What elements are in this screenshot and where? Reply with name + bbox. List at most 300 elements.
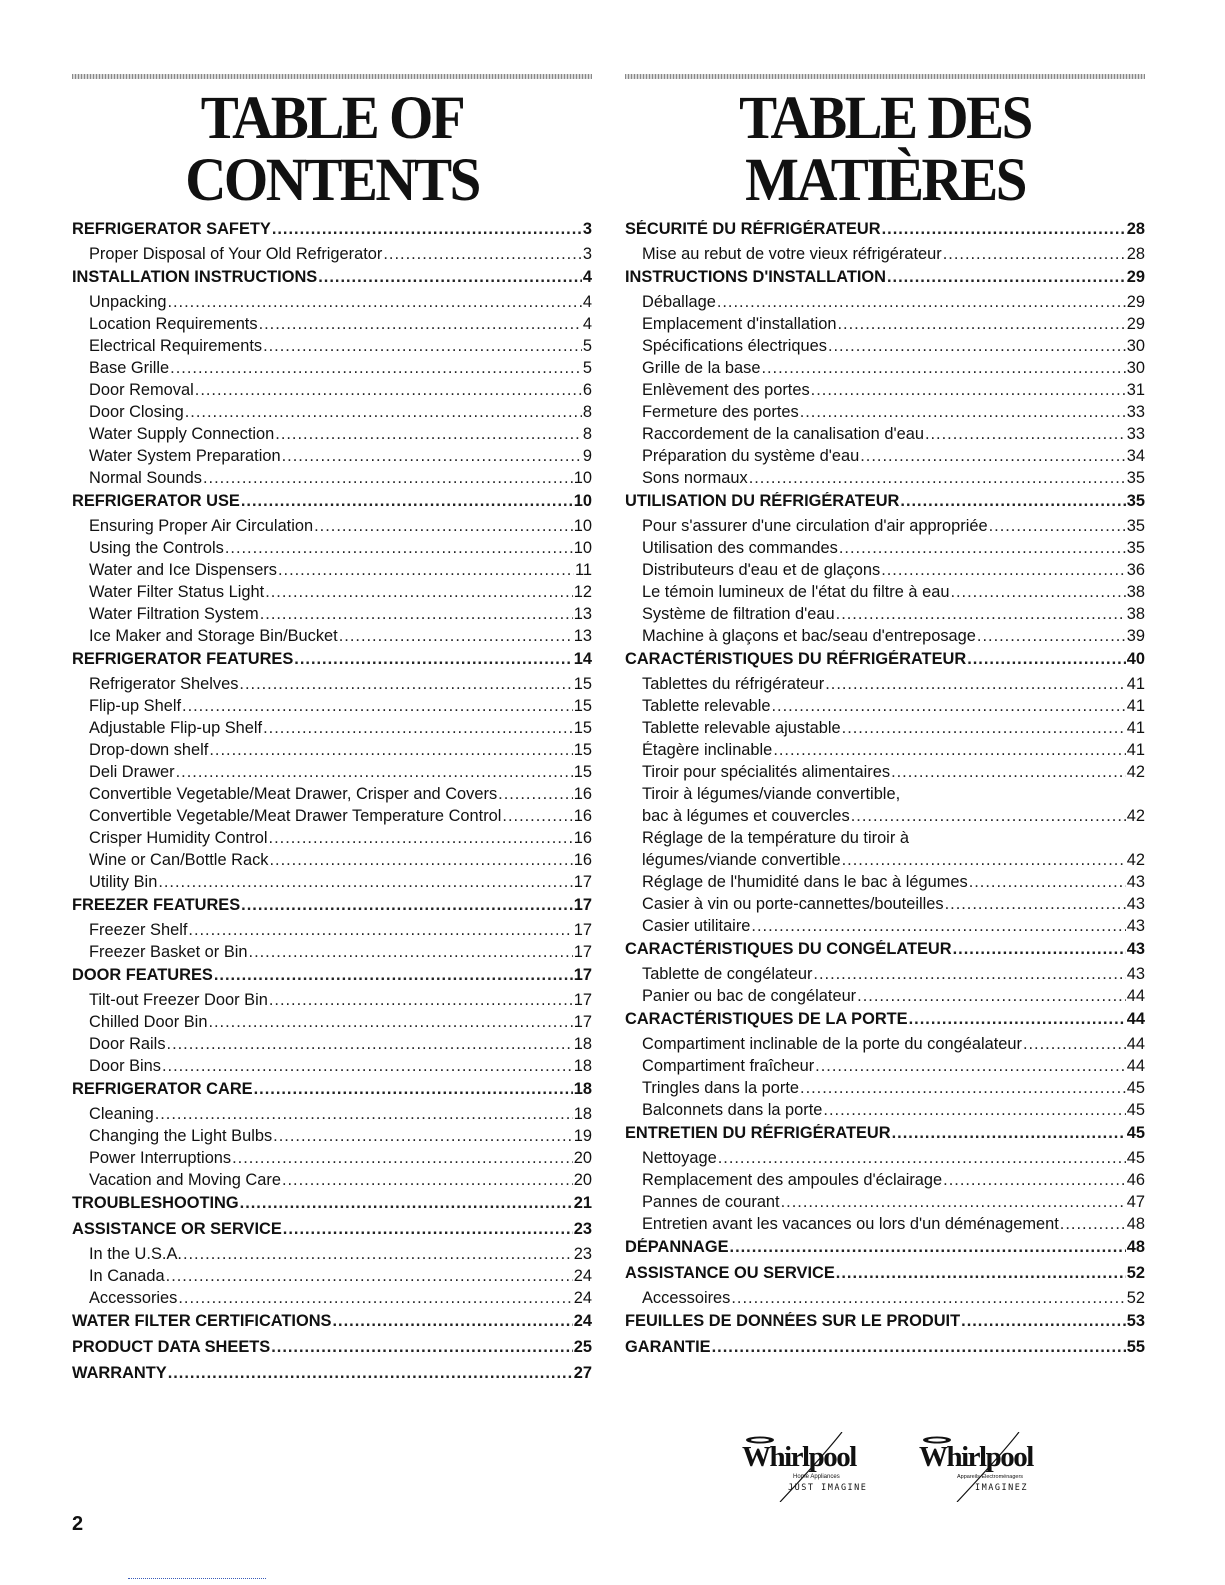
toc-entry-title: Remplacement des ampoules d'éclairage	[642, 1171, 943, 1189]
toc-entry-title: Ice Maker and Storage Bin/Bucket	[89, 627, 338, 645]
dot-leader	[961, 1312, 1126, 1331]
toc-entry-page: 41	[1126, 675, 1145, 693]
dot-leader	[269, 991, 573, 1010]
toc-entry-page: 3	[582, 220, 592, 238]
toc-entry-title: Wine or Can/Bottle Rack	[89, 851, 269, 869]
dot-leader	[842, 851, 1126, 870]
toc-entry-page: 35	[1126, 469, 1145, 487]
toc-entry-page: 42	[1126, 851, 1145, 869]
dot-leader	[909, 1010, 1126, 1029]
dot-leader	[272, 220, 582, 239]
dot-leader	[502, 807, 572, 826]
dot-leader	[891, 763, 1126, 782]
toc-entry-page: 43	[1126, 965, 1145, 983]
toc-subsection-entry	[625, 719, 1145, 741]
toc-entry-page: 33	[1126, 403, 1145, 421]
toc-entry-title: Nettoyage	[642, 1149, 717, 1167]
toc-entry-page: 30	[1126, 359, 1145, 377]
toc-entry-title: Compartiment inclinable de la porte du congéalateur	[642, 1035, 1022, 1053]
toc-entry-title: Refrigerator Shelves	[89, 675, 239, 693]
logo-tagline: IMAGINEZ	[975, 1483, 1028, 1493]
toc-entry-title: Utilisation des commandes	[642, 539, 838, 557]
dot-leader	[731, 1289, 1125, 1308]
toc-entry-title: Grille de la base	[642, 359, 761, 377]
dot-leader	[892, 1124, 1126, 1143]
toc-subsection-entry	[625, 1171, 1145, 1193]
dot-leader	[751, 917, 1125, 936]
toc-entry-title: FREEZER FEATURES	[72, 896, 241, 914]
toc-entry-page: 15	[573, 697, 592, 715]
toc-entry-page: 23	[573, 1245, 592, 1263]
dot-leader	[989, 517, 1126, 536]
toc-entry-page: 43	[1126, 917, 1145, 935]
toc-subsection-entry	[625, 403, 1145, 425]
toc-entry-title: Tablettes du réfrigérateur	[642, 675, 825, 693]
toc-section-entry	[72, 1312, 592, 1337]
toc-list	[625, 220, 1145, 1363]
toc-subsection-entry	[625, 539, 1145, 561]
toc-section-entry	[625, 492, 1145, 517]
toc-entry-title: Deli Drawer	[89, 763, 175, 781]
toc-entry-title: In the U.S.A.	[89, 1245, 182, 1263]
dot-leader	[241, 896, 573, 915]
toc-entry-page: 27	[573, 1364, 592, 1382]
toc-entry-page: 17	[573, 896, 592, 914]
toc-entry-page: 17	[573, 991, 592, 1009]
toc-entry-page: 20	[573, 1171, 592, 1189]
dot-leader	[232, 1149, 573, 1168]
dot-leader	[749, 469, 1126, 488]
dot-leader	[761, 359, 1125, 378]
toc-entry-title: WATER FILTER CERTIFICATIONS	[72, 1312, 332, 1330]
dot-leader	[167, 293, 581, 312]
toc-entry-page: 23	[573, 1220, 592, 1238]
dot-leader	[882, 220, 1126, 239]
dot-leader	[712, 1338, 1126, 1357]
toc-subsection-entry	[625, 851, 1145, 873]
toc-entry-page: 35	[1126, 517, 1145, 535]
toc-section-entry	[625, 1010, 1145, 1035]
toc-entry-title: Door Rails	[89, 1035, 166, 1053]
dot-leader	[825, 675, 1126, 694]
toc-entry-title: ASSISTANCE OR SERVICE	[72, 1220, 282, 1238]
toc-entry-page: 24	[573, 1289, 592, 1307]
toc-entry-page: 44	[1126, 1057, 1145, 1075]
toc-subsection-entry	[72, 403, 592, 425]
toc-entry-page: 5	[582, 337, 592, 355]
toc-subsection-entry	[625, 381, 1145, 403]
toc-entry-page: 40	[1126, 650, 1145, 668]
toc-subsection-entry	[625, 763, 1145, 785]
toc-entry-page: 18	[573, 1035, 592, 1053]
toc-subsection-entry	[625, 447, 1145, 469]
toc-subsection-entry	[625, 675, 1145, 697]
dot-leader	[943, 245, 1126, 264]
toc-entry-title: PRODUCT DATA SHEETS	[72, 1338, 271, 1356]
toc-entry-title: Tablette de congélateur	[642, 965, 813, 983]
toc-entry-title: Freezer Shelf	[89, 921, 188, 939]
toc-subsection-entry	[72, 1127, 592, 1149]
dot-leader	[166, 1267, 573, 1286]
toc-entry-title: INSTRUCTIONS D'INSTALLATION	[625, 268, 886, 286]
toc-section-entry	[72, 966, 592, 991]
toc-entry-title: Déballage	[642, 293, 716, 311]
dot-leader	[953, 940, 1126, 959]
toc-subsection-entry	[72, 359, 592, 381]
toc-entry-page: 20	[573, 1149, 592, 1167]
toc-entry-title: INSTALLATION INSTRUCTIONS	[72, 268, 318, 286]
dot-leader	[718, 1149, 1126, 1168]
toc-subsection-entry	[625, 965, 1145, 987]
toc-entry-page: 45	[1126, 1079, 1145, 1097]
toc-subsection-entry	[72, 873, 592, 895]
toc-entry-title: Fermeture des portes	[642, 403, 799, 421]
toc-entry-title: Water Filter Status Light	[89, 583, 265, 601]
toc-entry-page: 44	[1126, 1035, 1145, 1053]
toc-entry-page: 15	[573, 763, 592, 781]
toc-entry-title: Door Closing	[89, 403, 184, 421]
toc-subsection-entry	[625, 425, 1145, 447]
toc-entry-page: 18	[573, 1080, 592, 1098]
dot-leader	[283, 1220, 573, 1239]
toc-entry-page: 29	[1126, 293, 1145, 311]
dot-leader	[214, 966, 573, 985]
logo-brand: Whirlpool	[742, 1441, 856, 1473]
toc-subsection-entry	[625, 469, 1145, 491]
toc-subsection-entry	[72, 829, 592, 851]
toc-subsection-entry	[72, 315, 592, 337]
toc-section-entry	[72, 492, 592, 517]
toc-subsection-entry	[625, 293, 1145, 315]
toc-entry-title: Pannes de courant	[642, 1193, 780, 1211]
toc-section-entry	[72, 1194, 592, 1219]
dot-leader	[781, 1193, 1126, 1212]
toc-entry-title: Préparation du système d'eau	[642, 447, 860, 465]
dot-leader	[836, 1264, 1126, 1283]
toc-entry-page: 19	[573, 1127, 592, 1145]
toc-entry-title: Tiroir pour spécialités alimentaires	[642, 763, 891, 781]
toc-subsection-entry	[72, 851, 592, 873]
dot-leader	[158, 873, 572, 892]
toc-entry-title: Accessories	[89, 1289, 178, 1307]
toc-entry-page: 28	[1126, 245, 1145, 263]
dot-leader	[265, 583, 573, 602]
toc-entry-page: 42	[1126, 807, 1145, 825]
toc-entry-page: 8	[582, 403, 592, 421]
toc-entry-title: SÉCURITÉ DU RÉFRIGÉRATEUR	[625, 220, 881, 238]
toc-subsection-entry	[625, 1101, 1145, 1123]
toc-entry-page: 39	[1126, 627, 1145, 645]
toc-subsection-entry	[72, 675, 592, 697]
dot-leader	[170, 359, 582, 378]
dot-leader	[282, 447, 582, 466]
toc-entry-title: In Canada	[89, 1267, 165, 1285]
toc-subsection-entry	[72, 1289, 592, 1311]
toc-subsection-entry	[72, 469, 592, 491]
dot-leader	[260, 605, 573, 624]
toc-entry-page: 5	[582, 359, 592, 377]
toc-entry-page: 4	[582, 293, 592, 311]
dot-leader	[925, 425, 1126, 444]
toc-entry-title: REFRIGERATOR FEATURES	[72, 650, 294, 668]
dot-leader	[282, 1171, 573, 1190]
toc-entry-page: 15	[573, 675, 592, 693]
toc-entry-title: GARANTIE	[625, 1338, 711, 1356]
toc-section-entry	[625, 1124, 1145, 1149]
toc-entry-page: 28	[1126, 220, 1145, 238]
toc-entry-page: 10	[573, 517, 592, 535]
toc-entry-page: 6	[582, 381, 592, 399]
toc-entry-title: Water Filtration System	[89, 605, 259, 623]
dot-leader	[162, 1057, 573, 1076]
toc-subsection-entry	[72, 1171, 592, 1193]
dot-leader	[240, 1194, 573, 1213]
toc-entry-page: 44	[1126, 1010, 1145, 1028]
dot-leader	[278, 561, 574, 580]
toc-subsection-entry	[72, 785, 592, 807]
dot-leader	[225, 539, 573, 558]
toc-entry-page: 34	[1126, 447, 1145, 465]
toc-subsection-entry	[72, 1013, 592, 1035]
toc-entry-title: Casier utilitaire	[642, 917, 751, 935]
toc-subsection-entry	[72, 741, 592, 763]
toc-entry-page: 43	[1126, 873, 1145, 891]
dot-leader	[269, 851, 572, 870]
toc-section-entry	[625, 220, 1145, 245]
toc-entry-title: Entretien avant les vacances ou lors d'un déménagement	[642, 1215, 1059, 1233]
toc-heading: TABLE OF CONTENTS	[185, 84, 479, 214]
toc-section-entry	[72, 268, 592, 293]
dot-leader	[271, 1338, 573, 1357]
top-rule	[72, 74, 592, 79]
toc-entry-page: 8	[582, 425, 592, 443]
dot-leader	[857, 987, 1126, 1006]
toc-entry-page: 45	[1126, 1101, 1145, 1119]
toc-entry-title: Ensuring Proper Air Circulation	[89, 517, 314, 535]
dot-leader	[851, 807, 1126, 826]
toc-entry-page: 16	[573, 785, 592, 803]
dot-leader	[339, 627, 573, 646]
toc-entry-page: 38	[1126, 583, 1145, 601]
toc-subsection-entry	[625, 315, 1145, 337]
toc-entry-page: 53	[1126, 1312, 1145, 1330]
toc-entry-title: Tablette relevable ajustable	[642, 719, 841, 737]
toc-entry-title: ENTRETIEN DU RÉFRIGÉRATEUR	[625, 1124, 891, 1142]
toc-entry-page: 17	[573, 943, 592, 961]
toc-subsection-entry	[72, 991, 592, 1013]
dot-leader	[842, 719, 1126, 738]
toc-subsection-entry	[72, 539, 592, 561]
toc-entry-title: DOOR FEATURES	[72, 966, 213, 984]
dot-leader	[837, 315, 1125, 334]
toc-french-column	[625, 74, 1145, 1363]
dot-leader	[773, 741, 1125, 760]
toc-subsection-entry	[625, 873, 1145, 895]
dot-leader	[800, 403, 1126, 422]
dot-leader	[318, 268, 582, 287]
dot-leader	[155, 1105, 573, 1124]
dot-leader	[167, 1035, 573, 1054]
toc-subsection-entry	[625, 895, 1145, 917]
dot-leader	[717, 293, 1126, 312]
toc-entry-title: Cleaning	[89, 1105, 154, 1123]
toc-subsection-entry	[72, 517, 592, 539]
toc-entry-page: 42	[1126, 763, 1145, 781]
toc-entry-page: 18	[573, 1105, 592, 1123]
dot-leader	[730, 1238, 1126, 1257]
toc-section-entry	[625, 1264, 1145, 1289]
toc-entry-title: Power Interruptions	[89, 1149, 232, 1167]
toc-subsection-entry	[625, 917, 1145, 939]
toc-entry-title: Water System Preparation	[89, 447, 281, 465]
dot-leader	[771, 697, 1125, 716]
toc-entry-title: Enlèvement des portes	[642, 381, 810, 399]
dot-leader	[977, 627, 1126, 646]
toc-entry-title: WARRANTY	[72, 1364, 167, 1382]
toc-subsection-entry	[72, 1267, 592, 1289]
toc-subsection-entry	[625, 517, 1145, 539]
toc-entry-title: Casier à vin ou porte-cannettes/bouteilles	[642, 895, 944, 913]
page-number: 2	[72, 1513, 84, 1535]
dot-leader	[950, 583, 1125, 602]
toc-entry-title: REFRIGERATOR SAFETY	[72, 220, 271, 238]
dot-leader	[383, 245, 582, 264]
dot-leader	[823, 1101, 1125, 1120]
toc-entry-title: Water Supply Connection	[89, 425, 275, 443]
dot-leader	[943, 1171, 1126, 1190]
toc-entry-title: Système de filtration d'eau	[642, 605, 835, 623]
toc-entry-title: bac à légumes et couvercles	[642, 807, 850, 825]
toc-section-entry	[72, 650, 592, 675]
toc-section-entry	[72, 1364, 592, 1389]
toc-subsection-entry	[625, 561, 1145, 583]
toc-entry-page: 10	[573, 539, 592, 557]
toc-entry-title: Water and Ice Dispensers	[89, 561, 277, 579]
dot-leader	[1060, 1215, 1126, 1234]
toc-entry-title: Tringles dans la porte	[642, 1079, 800, 1097]
toc-subsection-entry	[625, 245, 1145, 267]
footer-rule	[128, 1578, 266, 1579]
toc-entry-title: Drop-down shelf	[89, 741, 209, 759]
toc-subsection-entry	[72, 1035, 592, 1057]
dot-leader	[254, 1080, 573, 1099]
toc-entry-page: 10	[573, 469, 592, 487]
dot-leader	[800, 1079, 1126, 1098]
toc-subsection-entry	[625, 627, 1145, 649]
toc-entry-page: 12	[573, 583, 592, 601]
toc-subsection-entry	[72, 425, 592, 447]
toc-entry-title: Unpacking	[89, 293, 167, 311]
toc-entry-title: Chilled Door Bin	[89, 1013, 208, 1031]
dot-leader	[195, 381, 582, 400]
toc-entry-page: 31	[1126, 381, 1145, 399]
dot-leader	[209, 741, 572, 760]
dot-leader	[1023, 1035, 1126, 1054]
toc-entry-page: 41	[1126, 697, 1145, 715]
toc-entry-page: 44	[1126, 987, 1145, 1005]
toc-entry-page: 3	[582, 245, 592, 263]
toc-entry-page: 52	[1126, 1264, 1145, 1282]
toc-subsection-entry	[625, 785, 1145, 807]
toc-entry-title: Sons normaux	[642, 469, 748, 487]
dot-leader	[178, 1289, 572, 1308]
dot-leader	[275, 425, 582, 444]
toc-entry-title: légumes/viande convertible	[642, 851, 841, 869]
toc-entry-page: 4	[582, 268, 592, 286]
toc-entry-title: CARACTÉRISTIQUES DE LA PORTE	[625, 1010, 908, 1028]
toc-subsection-entry	[72, 627, 592, 649]
toc-entry-title: Réglage de la température du tiroir à	[642, 829, 909, 847]
toc-entry-title: Compartiment fraîcheur	[642, 1057, 815, 1075]
toc-entry-title: ASSISTANCE OU SERVICE	[625, 1264, 835, 1282]
dot-leader	[168, 1364, 573, 1383]
toc-entry-page: 45	[1126, 1124, 1145, 1142]
toc-entry-title: DÉPANNAGE	[625, 1238, 729, 1256]
toc-entry-page: 10	[573, 492, 592, 510]
toc-section-entry	[72, 1080, 592, 1105]
toc-subsection-entry	[625, 1215, 1145, 1237]
toc-section-entry	[625, 650, 1145, 675]
toc-entry-title: Electrical Requirements	[89, 337, 263, 355]
toc-entry-page: 16	[573, 807, 592, 825]
toc-entry-title: Convertible Vegetable/Meat Drawer, Crisper and Covers	[89, 785, 498, 803]
toc-entry-title: Normal Sounds	[89, 469, 202, 487]
toc-subsection-entry	[625, 605, 1145, 627]
toc-section-entry	[72, 220, 592, 245]
toc-entry-title: Location Requirements	[89, 315, 258, 333]
toc-entry-page: 55	[1126, 1338, 1145, 1356]
toc-entry-title: Distributeurs d'eau et de glaçons	[642, 561, 881, 579]
toc-entry-page: 41	[1126, 719, 1145, 737]
toc-subsection-entry	[625, 583, 1145, 605]
toc-subsection-entry	[72, 697, 592, 719]
dot-leader	[314, 517, 573, 536]
toc-subsection-entry	[625, 807, 1145, 829]
dot-leader	[176, 763, 573, 782]
toc-entry-page: 36	[1126, 561, 1145, 579]
toc-entry-page: 17	[573, 1013, 592, 1031]
dot-leader	[208, 1013, 572, 1032]
toc-subsection-entry	[72, 1149, 592, 1171]
toc-subsection-entry	[625, 1193, 1145, 1215]
toc-subsection-entry	[72, 583, 592, 605]
toc-subsection-entry	[72, 943, 592, 965]
toc-subsection-entry	[625, 1079, 1145, 1101]
dot-leader	[887, 268, 1126, 287]
toc-subsection-entry	[72, 605, 592, 627]
toc-subsection-entry	[72, 1245, 592, 1267]
toc-entry-page: 24	[573, 1312, 592, 1330]
toc-entry-page: 29	[1126, 315, 1145, 333]
toc-entry-page: 14	[573, 650, 592, 668]
toc-english-column	[72, 74, 592, 1389]
dot-leader	[813, 965, 1125, 984]
whirlpool-logo-english	[738, 1432, 878, 1502]
toc-entry-page: 16	[573, 829, 592, 847]
dot-leader	[183, 1245, 573, 1264]
dot-leader	[294, 650, 572, 669]
toc-entry-title: Flip-up Shelf	[89, 697, 182, 715]
dot-leader	[188, 921, 572, 940]
toc-subsection-entry	[72, 561, 592, 583]
dot-leader	[811, 381, 1126, 400]
whirlpool-logo-french	[915, 1432, 1055, 1502]
toc-subsection-entry	[72, 245, 592, 267]
toc-entry-title: Tiroir à légumes/viande convertible,	[642, 785, 901, 803]
toc-subsection-entry	[72, 921, 592, 943]
dot-leader	[239, 675, 572, 694]
dot-leader	[815, 1057, 1126, 1076]
